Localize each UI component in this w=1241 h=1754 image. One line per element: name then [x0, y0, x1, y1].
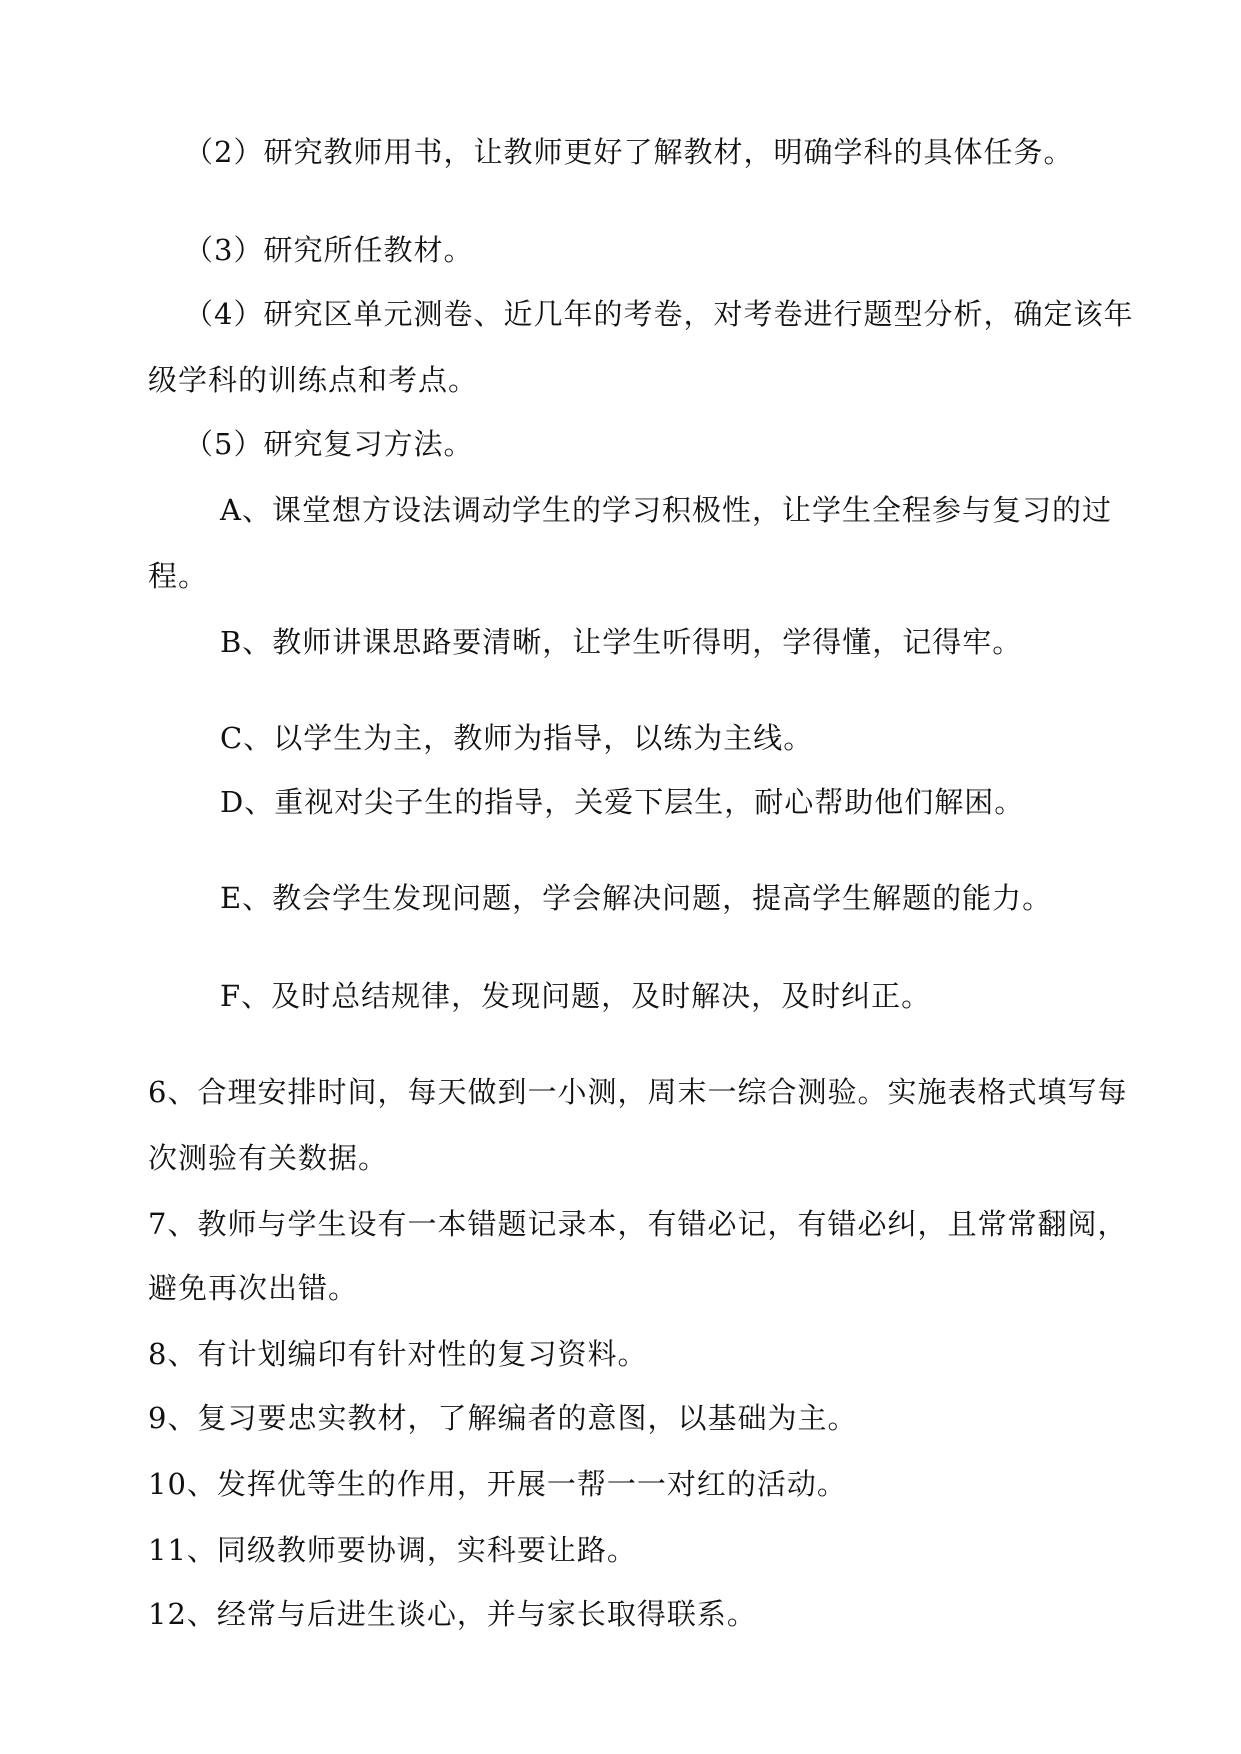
paragraph-line: 12、经常与后进生谈心，并与家长取得联系。: [148, 1597, 757, 1631]
paragraph-line: B、教师讲课思路要清晰，让学生听得明，学得懂，记得牢。: [220, 625, 1023, 659]
paragraph-line: 8、有计划编印有针对性的复习资料。: [148, 1337, 648, 1371]
paragraph-line: （5）研究复习方法。: [184, 427, 474, 461]
paragraph-line: 程。: [148, 559, 209, 593]
paragraph-line: 6、合理安排时间，每天做到一小测，周末一综合测验。实施表格式填写每: [148, 1075, 1128, 1109]
paragraph-line: 10、发挥优等生的作用，开展一帮一一对红的活动。: [148, 1467, 847, 1501]
paragraph-line: 9、复习要忠实教材，了解编者的意图，以基础为主。: [148, 1401, 858, 1435]
paragraph-line: 次测验有关数据。: [148, 1141, 389, 1175]
paragraph-line: 级学科的训练点和考点。: [148, 363, 479, 397]
paragraph-line: （3）研究所任教材。: [184, 233, 474, 267]
paragraph-line: F、及时总结规律，发现问题，及时解决，及时纠正。: [220, 979, 932, 1013]
paragraph-line: C、以学生为主，教师为指导，以练为主线。: [220, 721, 814, 755]
paragraph-line: D、重视对尖子生的指导，关爱下层生，耐心帮助他们解困。: [220, 785, 1025, 819]
paragraph-line: A、课堂想方设法调动学生的学习积极性，让学生全程参与复习的过: [220, 493, 1112, 527]
paragraph-line: E、教会学生发现问题，学会解决问题，提高学生解题的能力。: [220, 881, 1053, 915]
paragraph-line: （2）研究教师用书，让教师更好了解教材，明确学科的具体任务。: [184, 135, 1074, 169]
paragraph-line: 避免再次出错。: [148, 1271, 359, 1305]
paragraph-line: 7、教师与学生设有一本错题记录本，有错必记，有错必纠，且常常翻阅，: [148, 1207, 1128, 1241]
paragraph-line: （4）研究区单元测卷、近几年的考卷，对考卷进行题型分析，确定该年: [184, 297, 1134, 331]
paragraph-line: 11、同级教师要协调，实科要让路。: [148, 1533, 637, 1567]
